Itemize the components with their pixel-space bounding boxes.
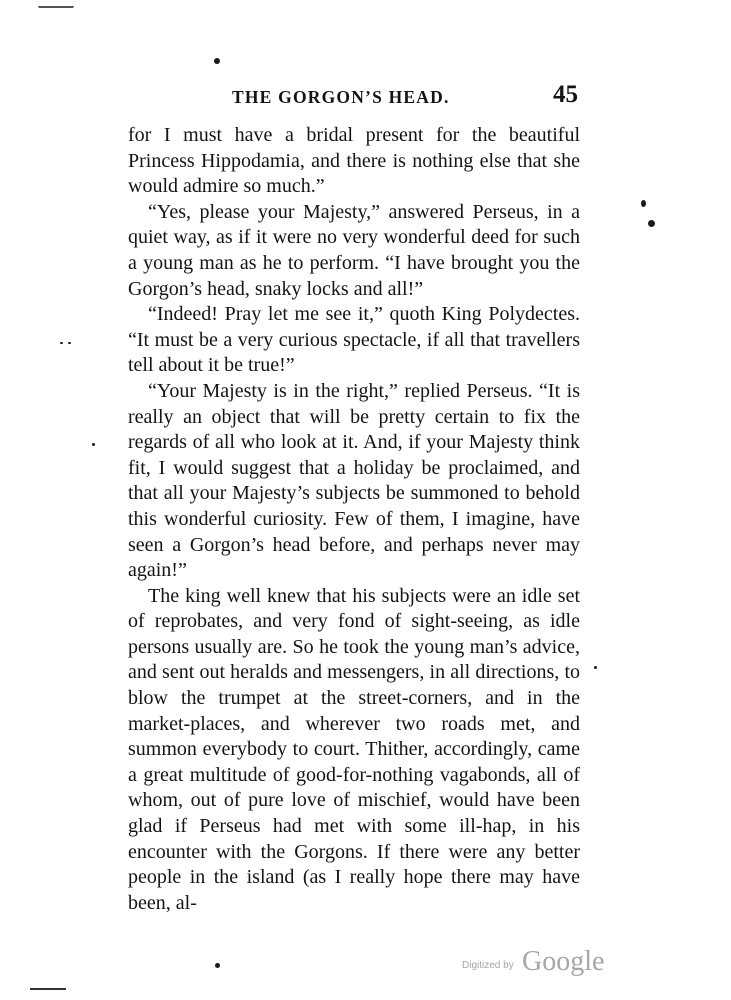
ink-speck xyxy=(68,342,71,344)
ink-speck xyxy=(648,220,655,227)
running-title: THE GORGON’S HEAD. xyxy=(232,87,450,107)
scan-mark-bottom xyxy=(30,982,66,990)
ink-speck xyxy=(215,963,220,968)
ink-speck xyxy=(92,443,95,446)
page-number: 45 xyxy=(553,81,578,108)
paragraph: “Indeed! Pray let me see it,” quoth King Polydectes. “It must be a very curious spectacle, if all that travellers tell about it be true!” xyxy=(128,303,580,377)
google-digitized-watermark xyxy=(462,946,614,980)
ink-speck xyxy=(214,58,220,64)
running-head xyxy=(128,83,580,117)
ink-speck xyxy=(60,342,63,344)
paragraph: “Yes, please your Majesty,” answered Perseus, in a quiet way, as if it were no very wonderful deed for such a young man as he to perform. “I have brought you the Gorgon’s head, snaky locks and all!” xyxy=(128,200,580,300)
ink-speck xyxy=(594,666,597,669)
paragraph: The king well knew that his subjects were an idle set of reprobates, and very fond of sight-seeing, as idle persons usually are. So he took the young man’s advice, and sent out heralds and messengers, in all directions, to blow the trumpet at the street-corners, and in the market-places, and wherever two roads met, and summon everybody to court. Thither, accordingly, came a great multitude of good-for-nothing vagabonds, all of whom, out of pure love of mischief, would have been glad if Perseus had met with some ill-hap, in his encounter with the Gorgons. If there were any better people in the island (as I really hope there may have been, al- xyxy=(128,584,580,914)
paragraph: for I must have a bridal present for the beautiful Princess Hippodamia, and there is nothing else that she would admire so much.” xyxy=(128,124,580,198)
scan-smudge-top xyxy=(38,0,74,8)
ink-speck xyxy=(641,200,646,207)
google-logo: Google xyxy=(522,946,605,977)
body-text xyxy=(128,123,580,916)
paragraph: “Your Majesty is in the right,” replied Perseus. “It is really an object that will be pretty certain to fix the regards of all who look at it. And, if your Majesty think fit, I would suggest that a holiday be proclaimed, and that all your Majesty’s subjects be summoned to behold this wonderful curiosity. Few of them, I imagine, have seen a Gorgon’s head before, and perhaps never may again!” xyxy=(128,379,580,582)
watermark-prefix: Digitized by xyxy=(462,960,514,971)
